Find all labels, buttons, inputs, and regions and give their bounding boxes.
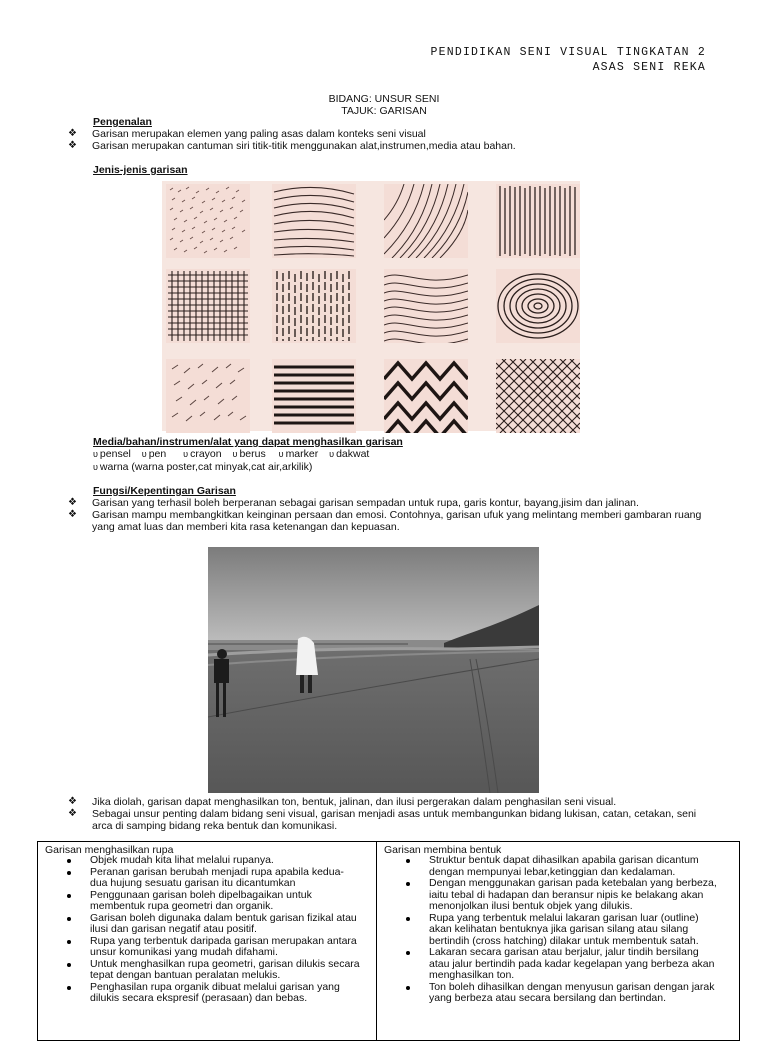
rupa-list [60,855,360,1005]
media-bullet-icon: υ [329,449,335,459]
list-item: Lakaran secara garisan atau berjalur, jalur tindih bersilang atau jalur bertindih pada kadar kegelapan yang berbeza akan menghasilkan ton. [399,947,719,982]
list-item: Penggunaan garisan boleh dipelbagaikan untuk membentuk rupa geometri dan organik. [60,890,360,913]
document-header-line-2: ASAS SENI REKA [592,61,706,74]
bullet-text: Jika diolah, garisan dapat menghasilkan ton, bentuk, jalinan, dan ilusi pergerakan dalam penghasilan seni visual. [92,796,617,808]
list-item: Ton boleh dihasilkan dengan menyusun garisan dengan jarak yang berbeza atau secara bersilang dan bertindan. [399,982,719,1005]
table-column-bentuk [377,842,739,1040]
list-item: Struktur bentuk dapat dihasilkan apabila garisan dicantum dengan mempunyai lebar,ketinggian dan kedalaman. [399,855,719,878]
line-types-image [162,181,580,431]
media-item: υ pen [141,448,167,460]
texture-concentric-ovals [496,269,580,343]
bullet-text: Garisan mampu membangkitkan keinginan persaan dan emosi. Contohnya, garisan ufuk yang melintang memberi gambaran ruang [92,509,702,521]
bullet-text: yang amat luas dan memberi kita rasa ketenangan dan kepuasan. [92,521,400,533]
texture-vertical-dashes [272,269,356,343]
topic-tajuk: TAJUK: GARISAN [341,105,427,117]
table-column-title: Garisan menghasilkan rupa [45,844,174,856]
texture-vertical-lines [496,184,580,258]
texture-scribble-marks [166,359,250,433]
list-item: Rupa yang terbentuk melalui lakaran garisan luar (outline) akan kelihatan bentuknya jika garisan silang atau silang bertindih (cross hatching) dilakar untuk membentuk satah. [399,913,719,948]
media-item: υ dakwat [329,448,370,460]
list-item: Rupa yang terbentuk daripada garisan merupakan antara unsur komunikasi yang mudah difahami. [60,936,360,959]
list-item: Penghasilan rupa organik dibuat melalui garisan yang dilukis secara ekspresif (perasaan) dan bebas. [60,982,360,1005]
media-list-row-1 [93,448,377,460]
bullet-mark-icon: ❖ [68,796,77,807]
heading-jenis-garisan: Jenis-jenis garisan [93,164,188,176]
list-item: Garisan boleh digunaka dalam bentuk garisan fizikal atau ilusi dan garisan negatif atau positif. [60,913,360,936]
media-item: υ pensel [93,448,131,460]
media-bullet-icon: υ [93,462,98,472]
bullet-mark-icon: ❖ [68,509,77,520]
list-item: Objek mudah kita lihat melalui rupanya. [60,855,360,867]
texture-horizontal-bands [272,359,356,433]
texture-wavy-lines [384,269,468,343]
media-bullet-icon: υ [183,449,189,459]
bentuk-list [399,855,719,1005]
bullet-text: Garisan yang terhasil boleh berperanan sebagai garisan sempadan untuk rupa, garis kontur, bayang,jisim dan jalinan. [92,497,639,509]
bullet-mark-icon: ❖ [68,497,77,508]
texture-stippled [166,184,250,258]
beach-photo [208,547,539,793]
heading-fungsi: Fungsi/Kepentingan Garisan [93,485,236,497]
bullet-mark-icon: ❖ [68,128,77,139]
texture-diagonal-curves [384,184,468,258]
table-column-rupa [38,842,377,1040]
document-header-line-1: PENDIDIKAN SENI VISUAL TINGKATAN 2 [430,46,706,59]
media-bullet-icon: υ [232,449,238,459]
bullet-text: Garisan merupakan elemen yang paling asas dalam konteks seni visual [92,128,426,140]
topic-bidang: BIDANG: UNSUR SENI [328,93,440,105]
media-item: υ marker [278,448,319,460]
table-column-title: Garisan membina bentuk [384,844,502,856]
media-bullet-icon: υ [278,449,284,459]
texture-zigzag-bold [384,359,468,433]
list-item: Untuk menghasilkan rupa geometri, garisan dilukis secara tepat dengan bantuan peralatan melukis. [60,959,360,982]
heading-media: Media/bahan/instrumen/alat yang dapat menghasilkan garisan [93,436,403,448]
media-item: υ warna (warna poster,cat minyak,cat air,arkilik) [93,461,313,473]
media-list-row-2 [93,461,320,473]
media-item: υ berus [232,448,266,460]
comparison-table [37,841,740,1041]
bullet-mark-icon: ❖ [68,808,77,819]
media-bullet-icon: υ [141,449,147,459]
bullet-mark-icon: ❖ [68,140,77,151]
bullet-text: arca di samping bidang reka bentuk dan komunikasi. [92,820,338,832]
texture-cross-grid [166,269,250,343]
media-bullet-icon: υ [93,449,98,459]
bullet-text: Garisan merupakan cantuman siri titik-titik menggunakan alat,instrumen,media atau bahan. [92,140,516,152]
list-item: Dengan menggunakan garisan pada ketebalan yang berbeza, iaitu tebal di hadapan dan beransur nipis ke belakang akan menonjolkan ilusi bentuk objek yang dilukis. [399,878,719,913]
heading-pengenalan: Pengenalan [93,116,152,128]
texture-curved-lines [272,184,356,258]
bullet-text: Sebagai unsur penting dalam bidang seni visual, garisan menjadi asas untuk membangunkan bidang lukisan, catan, cetakan, seni [92,808,697,820]
texture-diagonal-crosshatch [496,359,580,433]
list-item: Peranan garisan berubah menjadi rupa apabila kedua-dua hujung sesuatu garisan itu dicantumkan [60,867,360,890]
media-item: υ crayon [183,448,222,460]
